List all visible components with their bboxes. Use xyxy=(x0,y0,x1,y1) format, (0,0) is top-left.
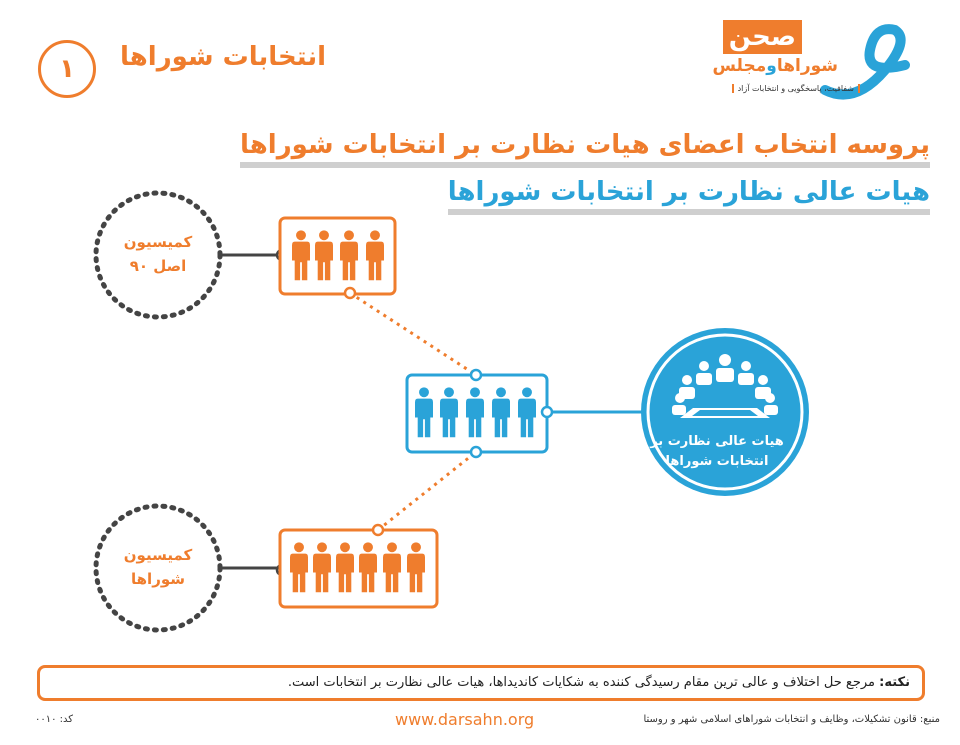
council-line2: انتخابات شوراها xyxy=(665,454,769,469)
note-box xyxy=(37,665,925,701)
page-number: ۱ xyxy=(59,54,75,84)
commission-bottom-line2: شوراها xyxy=(131,570,185,588)
note-text: مرجع حل اختلاف و عالی ترین مقام رسیدگی کننده به شکایات کاندیداها، هیات عالی نظارت بر انتخابات است. xyxy=(287,675,876,690)
council-label xyxy=(647,432,787,472)
link-dot xyxy=(542,407,552,417)
link-dot xyxy=(471,370,481,380)
footer-url[interactable]: www.darsahn.org xyxy=(395,710,535,729)
commission-top-line2: اصل ۹۰ xyxy=(129,257,187,275)
link-top-to-middle xyxy=(350,293,476,375)
heading-council: هیات عالی نظارت بر انتخابات شوراها xyxy=(448,175,930,215)
footer-code: کد: ۰۰۱۰ xyxy=(35,714,74,725)
logo-sub-orange: شوراها xyxy=(776,56,838,76)
link-dot xyxy=(373,525,383,535)
logo-tagline: شفافیت، پاسخگویی و انتخابات آزاد xyxy=(732,84,860,93)
commission-top-label xyxy=(103,230,213,278)
logo-sub-blue: مجلس xyxy=(712,56,767,76)
link-bottom-to-middle xyxy=(378,452,476,530)
heading-process: پروسه انتخاب اعضای هیات نظارت بر انتخابات شوراها xyxy=(240,128,930,168)
link-dot xyxy=(345,288,355,298)
commission-bottom-label xyxy=(103,543,213,591)
note-label: نکته: xyxy=(879,675,910,690)
logo-word: صحن xyxy=(723,20,802,54)
link-dot xyxy=(471,447,481,457)
logo-sub-join: و xyxy=(766,56,777,76)
footer-source: منبع: قانون تشکیلات، وظایف و انتخابات شوراهای اسلامی شهر و روستا xyxy=(643,714,940,725)
council-line1: هیات عالی نظارت بر xyxy=(650,434,784,449)
note-content xyxy=(288,675,910,690)
commission-bottom-line1: کمیسیون xyxy=(123,546,193,564)
page-title: انتخابات شوراها xyxy=(120,42,327,72)
commission-top-line1: کمیسیون xyxy=(123,233,193,251)
